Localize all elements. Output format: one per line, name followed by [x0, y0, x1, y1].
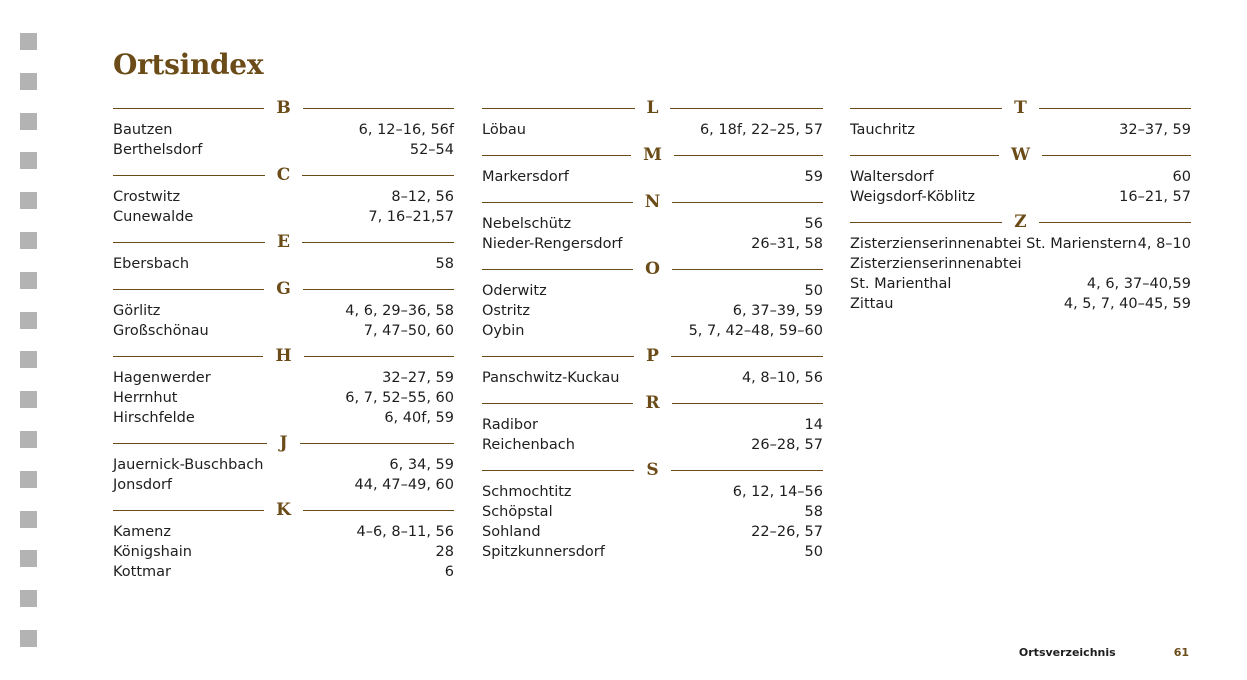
- page-references: 7, 16–21,57: [368, 209, 454, 225]
- letter-heading: [482, 190, 823, 214]
- place-name: Nieder-Rengersdorf: [482, 236, 623, 252]
- letter-heading-text: R: [645, 393, 660, 413]
- index-entry: [482, 301, 823, 321]
- index-entry: [850, 167, 1191, 187]
- letter-heading: [113, 163, 454, 187]
- place-name: Tauchritz: [850, 122, 915, 138]
- letter-heading-text: H: [275, 346, 292, 366]
- index-entry: [482, 482, 823, 502]
- page-references: 56: [804, 216, 823, 232]
- place-name: Sohland: [482, 524, 541, 540]
- page-references: 8–12, 56: [391, 189, 454, 205]
- index-entry: [113, 455, 454, 475]
- page-references: 50: [804, 283, 823, 299]
- index-section-o: [482, 257, 823, 341]
- index-entry: [850, 274, 1191, 294]
- letter-heading-text: T: [1014, 98, 1027, 118]
- page-footer: [1019, 646, 1189, 659]
- index-entry: [482, 281, 823, 301]
- binding-hole: [20, 431, 37, 448]
- page-references: 5, 7, 42–48, 59–60: [688, 323, 823, 339]
- footer-label: Ortsverzeichnis: [1018, 646, 1116, 659]
- place-name: Oybin: [482, 323, 525, 339]
- index-entry: [113, 187, 454, 207]
- index-section-m: [482, 143, 823, 187]
- letter-heading: [113, 344, 454, 368]
- index-entry: [113, 140, 454, 160]
- place-name: St. Marienthal: [850, 276, 952, 292]
- place-name: Ebersbach: [113, 256, 190, 272]
- page-references: 59: [804, 169, 823, 185]
- page-references: 6: [444, 564, 454, 580]
- letter-heading-text: L: [646, 98, 659, 118]
- page-references: 28: [435, 544, 454, 560]
- letter-heading: [113, 230, 454, 254]
- page-references: 6, 12–16, 56f: [358, 122, 454, 138]
- page-references: 4–6, 8–11, 56: [356, 524, 454, 540]
- place-name: Berthelsdorf: [113, 142, 203, 158]
- page-references: 58: [804, 504, 823, 520]
- index-section-p: [482, 344, 823, 388]
- place-name: Markersdorf: [482, 169, 569, 185]
- binding-holes: [20, 33, 37, 670]
- page-references: 6, 34, 59: [389, 457, 454, 473]
- letter-heading-text: N: [644, 192, 661, 212]
- index-entry: [482, 214, 823, 234]
- binding-hole: [20, 152, 37, 169]
- index-section-e: [113, 230, 454, 274]
- letter-heading: [113, 431, 454, 455]
- page-references: 6, 40f, 59: [384, 410, 454, 426]
- page-references: 60: [1172, 169, 1191, 185]
- place-name: Radibor: [482, 417, 538, 433]
- letter-heading-text: Z: [1014, 212, 1027, 232]
- place-name: Kamenz: [113, 524, 171, 540]
- place-name: Schmochtitz: [482, 484, 572, 500]
- binding-hole: [20, 192, 37, 209]
- binding-hole: [20, 590, 37, 607]
- page-references: 4, 8–10, 56: [741, 370, 823, 386]
- place-name: Großschönau: [113, 323, 209, 339]
- letter-heading-text: E: [277, 232, 290, 252]
- page-title: Ortsindex: [113, 48, 264, 81]
- page-references: 16–21, 57: [1119, 189, 1191, 205]
- page-references: 22–26, 57: [751, 524, 823, 540]
- binding-hole: [20, 312, 37, 329]
- page-references: 44, 47–49, 60: [354, 477, 454, 493]
- index-entry: [482, 167, 823, 187]
- index-entry: [482, 321, 823, 341]
- page-references: 32–37, 59: [1119, 122, 1191, 138]
- page-references: 14: [804, 417, 823, 433]
- place-name: Crostwitz: [113, 189, 181, 205]
- index-entry: [482, 234, 823, 254]
- index-entry: [482, 368, 823, 388]
- place-name: Spitzkunnersdorf: [482, 544, 605, 560]
- letter-heading: [482, 96, 823, 120]
- index-entry: [113, 475, 454, 495]
- place-name: Görlitz: [113, 303, 161, 319]
- index-entry: [482, 435, 823, 455]
- letter-heading: [113, 96, 454, 120]
- index-entry: [482, 120, 823, 140]
- letter-heading: [113, 498, 454, 522]
- letter-heading: [850, 143, 1191, 167]
- place-name: Oderwitz: [482, 283, 547, 299]
- index-entry: [113, 542, 454, 562]
- place-name: Waltersdorf: [850, 169, 934, 185]
- binding-hole: [20, 272, 37, 289]
- binding-hole: [20, 232, 37, 249]
- letter-heading: [482, 391, 823, 415]
- binding-hole: [20, 471, 37, 488]
- page-references: 50: [804, 544, 823, 560]
- index-section-c: [113, 163, 454, 227]
- letter-heading-text: C: [276, 165, 291, 185]
- place-name: Zisterzienserinnenabtei St. Marienstern: [850, 236, 1137, 252]
- index-section-z: [850, 210, 1191, 314]
- page-references: 58: [435, 256, 454, 272]
- binding-hole: [20, 630, 37, 647]
- place-name: Jonsdorf: [113, 477, 173, 493]
- index-entry: [113, 120, 454, 140]
- index-section-j: [113, 431, 454, 495]
- letter-heading-text: J: [279, 433, 288, 453]
- place-name: Nebelschütz: [482, 216, 572, 232]
- index-entry: [113, 321, 454, 341]
- index-column-2: [482, 96, 823, 565]
- place-name: Hagenwerder: [113, 370, 211, 386]
- place-name: Zisterzienserinnenabtei: [850, 256, 1022, 272]
- page-references: 4, 8–10: [1137, 236, 1191, 252]
- page-references: 52–54: [409, 142, 454, 158]
- letter-heading: [482, 458, 823, 482]
- place-name: Kottmar: [113, 564, 171, 580]
- place-name: Reichenbach: [482, 437, 575, 453]
- index-entry: [482, 522, 823, 542]
- index-entry: [113, 388, 454, 408]
- index-entry: [850, 234, 1191, 254]
- place-name: Panschwitz-Kuckau: [482, 370, 620, 386]
- index-column-1: [113, 96, 454, 585]
- place-name: Hirschfelde: [113, 410, 195, 426]
- letter-heading-text: P: [646, 346, 659, 366]
- binding-hole: [20, 33, 37, 50]
- index-entry: [482, 415, 823, 435]
- page-references: 7, 47–50, 60: [363, 323, 454, 339]
- letter-heading-text: K: [276, 500, 291, 520]
- index-entry: [850, 294, 1191, 314]
- place-name: Schöpstal: [482, 504, 553, 520]
- index-entry: [850, 187, 1191, 207]
- index-entry: [113, 254, 454, 274]
- index-section-h: [113, 344, 454, 428]
- index-section-w: [850, 143, 1191, 207]
- index-entry: [113, 368, 454, 388]
- letter-heading: [850, 96, 1191, 120]
- letter-heading-text: M: [643, 145, 662, 165]
- binding-hole: [20, 351, 37, 368]
- place-name: Weigsdorf-Köblitz: [850, 189, 975, 205]
- index-entry: [113, 562, 454, 582]
- place-name: Löbau: [482, 122, 526, 138]
- page-number: 61: [1173, 646, 1189, 659]
- place-name: Jauernick-Buschbach: [113, 457, 264, 473]
- page-references: 6, 12, 14–56: [732, 484, 823, 500]
- index-section-g: [113, 277, 454, 341]
- letter-heading: [482, 257, 823, 281]
- index-section-t: [850, 96, 1191, 140]
- letter-heading-text: S: [646, 460, 659, 480]
- letter-heading: [482, 344, 823, 368]
- page-references: 32–27, 59: [382, 370, 454, 386]
- page-references: 26–31, 58: [751, 236, 823, 252]
- page-references: 6, 18f, 22–25, 57: [699, 122, 823, 138]
- place-name: Cunewalde: [113, 209, 194, 225]
- place-name: Herrnhut: [113, 390, 178, 406]
- index-entry: [482, 502, 823, 522]
- index-entry: [113, 207, 454, 227]
- index-section-l: [482, 96, 823, 140]
- index-section-k: [113, 498, 454, 582]
- place-name: Zittau: [850, 296, 894, 312]
- index-entry: [113, 522, 454, 542]
- index-section-r: [482, 391, 823, 455]
- letter-heading-text: W: [1010, 145, 1031, 165]
- letter-heading: [850, 210, 1191, 234]
- place-name: Königshain: [113, 544, 192, 560]
- letter-heading-text: G: [276, 279, 291, 299]
- page-references: 26–28, 57: [751, 437, 823, 453]
- index-entry: [113, 301, 454, 321]
- page-references: 4, 6, 37–40,59: [1086, 276, 1191, 292]
- index-entry: [482, 542, 823, 562]
- page-references: 4, 5, 7, 40–45, 59: [1063, 296, 1191, 312]
- place-name: Bautzen: [113, 122, 173, 138]
- binding-hole: [20, 511, 37, 528]
- place-name: Ostritz: [482, 303, 530, 319]
- page-references: 6, 37–39, 59: [732, 303, 823, 319]
- binding-hole: [20, 391, 37, 408]
- index-entry: [850, 254, 1191, 274]
- binding-hole: [20, 73, 37, 90]
- index-entry: [850, 120, 1191, 140]
- index-entry: [113, 408, 454, 428]
- binding-hole: [20, 550, 37, 567]
- letter-heading-text: B: [276, 98, 291, 118]
- letter-heading: [482, 143, 823, 167]
- binding-hole: [20, 113, 37, 130]
- page-references: 4, 6, 29–36, 58: [345, 303, 454, 319]
- letter-heading: [113, 277, 454, 301]
- index-section-s: [482, 458, 823, 562]
- page-references: 6, 7, 52–55, 60: [345, 390, 454, 406]
- letter-heading-text: O: [645, 259, 660, 279]
- index-section-n: [482, 190, 823, 254]
- index-column-3: [850, 96, 1191, 317]
- index-section-b: [113, 96, 454, 160]
